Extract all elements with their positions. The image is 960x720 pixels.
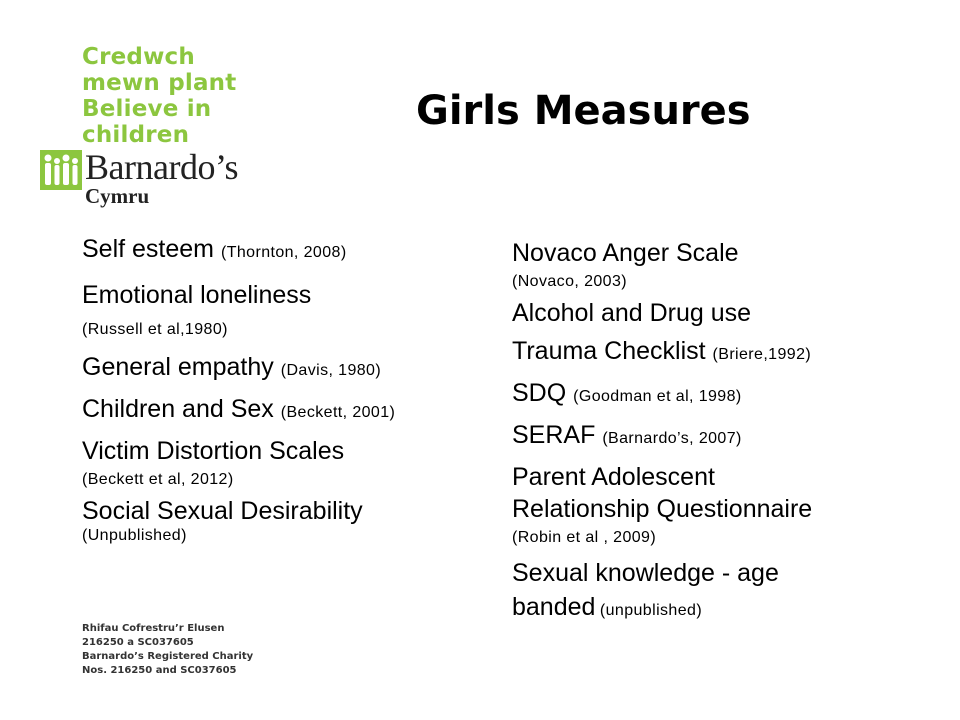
list-item <box>512 419 942 455</box>
charity-line: Nos. 216250 and SC037605 <box>82 665 237 676</box>
item-name-continued: banded <box>512 593 596 621</box>
item-name: Victim Distortion Scales <box>82 437 345 465</box>
charity-line: Rhifau Cofrestru’r Elusen <box>82 623 225 634</box>
list-item <box>82 393 492 429</box>
tagline-line: children <box>82 122 190 148</box>
item-citation: (Barnardo’s, 2007) <box>602 430 742 447</box>
list-item <box>512 335 942 371</box>
item-citation: (Robin et al , 2009) <box>512 529 657 546</box>
item-citation: (Davis, 1980) <box>280 362 382 379</box>
logo-tagline <box>82 44 236 148</box>
left-column <box>82 233 492 545</box>
charity-line: Barnardo’s Registered Charity <box>82 651 254 662</box>
item-citation: (Thornton, 2008) <box>220 244 347 261</box>
item-citation: (unpublished) <box>599 602 703 619</box>
page-title: Girls Measures <box>416 88 751 134</box>
charity-line: 216250 a SC037605 <box>82 637 194 648</box>
item-citation: (Unpublished) <box>82 527 187 544</box>
right-column <box>512 233 942 623</box>
list-item <box>512 297 942 329</box>
list-item <box>82 233 492 269</box>
barnardos-logo <box>40 44 280 214</box>
item-name: Sexual knowledge - age <box>512 559 779 587</box>
logo-brand: Barnardo’s <box>85 147 238 187</box>
item-citation: (Beckett, 2001) <box>280 404 396 421</box>
tagline-line: Credwch <box>82 44 195 70</box>
item-name: Social Sexual Desirability <box>82 497 363 525</box>
item-citation: (Goodman et al, 1998) <box>573 388 742 405</box>
tagline-line: mewn plant <box>82 70 237 96</box>
item-citation: (Briere,1992) <box>712 346 812 363</box>
item-name: Novaco Anger Scale <box>512 239 739 267</box>
item-citation: (Novaco, 2003) <box>512 273 627 290</box>
charity-registration <box>82 622 253 678</box>
item-name: SDQ <box>512 379 567 407</box>
list-item <box>512 377 942 413</box>
list-item <box>82 435 492 489</box>
item-name: General empathy <box>82 353 274 381</box>
item-name: Self esteem <box>82 235 215 263</box>
list-item <box>512 461 942 547</box>
list-item <box>82 351 492 387</box>
item-citation: (Russell et al,1980) <box>82 321 228 338</box>
item-name: Parent Adolescent <box>512 463 715 491</box>
list-item <box>82 495 492 545</box>
item-name: SERAF <box>512 421 596 449</box>
logo-sub: Cymru <box>85 184 150 208</box>
list-item <box>512 237 942 291</box>
list-item <box>512 555 942 623</box>
item-name: Trauma Checklist <box>512 337 706 365</box>
item-name: Emotional loneliness <box>82 281 312 309</box>
tagline-line: Believe in <box>82 96 212 122</box>
item-name-continued: Relationship Questionnaire <box>512 495 813 523</box>
list-item <box>82 279 492 339</box>
children-figures-icon <box>40 150 82 190</box>
item-citation: (Beckett et al, 2012) <box>82 471 234 488</box>
item-name: Children and Sex <box>82 395 274 423</box>
item-name: Alcohol and Drug use <box>512 299 752 327</box>
